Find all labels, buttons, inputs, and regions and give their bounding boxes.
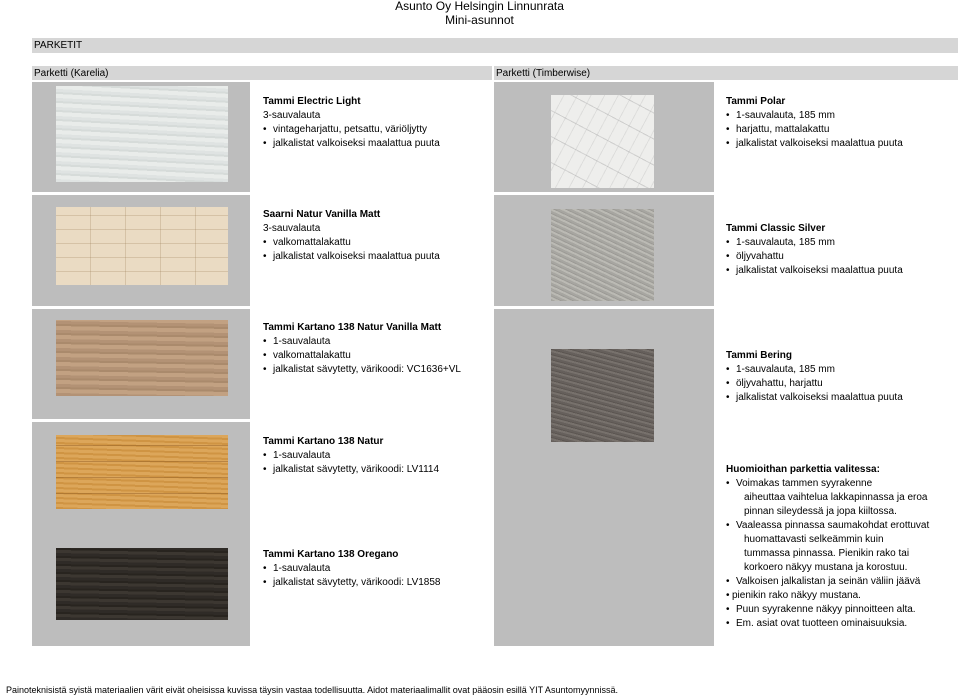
product-tammi-classic-silver (726, 222, 954, 278)
product-saarni-natur-vanilla-matt (263, 208, 488, 264)
product-spec: • jalkalistat valkoiseksi maalattua puuta (726, 391, 954, 405)
product-spec: • jalkalistat sävytetty, värikoodi: LV1114 (263, 463, 488, 477)
note-line: • Em. asiat ovat tuotteen ominaisuuksia. (726, 617, 956, 631)
product-tammi-electric-light (263, 95, 488, 151)
product-name: Tammi Electric Light (263, 96, 361, 107)
product-spec: 3-sauvalauta (263, 223, 321, 234)
product-spec: • valkomattalakattu (263, 236, 488, 250)
swatch-tammi-electric-light (56, 86, 228, 182)
section-title: PARKETIT (34, 40, 83, 51)
product-name: Tammi Kartano 138 Oregano (263, 549, 399, 560)
note-line: • Voimakas tammen syyrakenne (726, 477, 956, 491)
product-name: Tammi Bering (726, 350, 792, 361)
note-line: aiheuttaa vaihtelua lakkapinnassa ja eroa (744, 492, 928, 503)
product-kartano-natur-vanilla-matt (263, 321, 488, 377)
product-spec: • jalkalistat valkoiseksi maalattua puuta (726, 137, 954, 151)
product-spec: • 1-sauvalauta, 185 mm (726, 109, 954, 123)
separator (494, 306, 714, 309)
separator (32, 192, 250, 195)
swatch-tammi-bering (551, 349, 654, 442)
product-spec: • jalkalistat valkoiseksi maalattua puuta (263, 250, 488, 264)
notes-title: Huomioithan parkettia valitessa: (726, 464, 880, 475)
separator (32, 306, 250, 309)
product-spec: • öljyvahattu (726, 250, 954, 264)
section-bar (32, 38, 958, 53)
product-name: Tammi Classic Silver (726, 223, 826, 234)
product-spec: • harjattu, mattalakattu (726, 123, 954, 137)
footer-disclaimer: Painoteknisistä syistä materiaalien värit eivät oheisissa kuvissa täysin vastaa todellisuutta. Aidot materiaalimallit ovat pääosin esillä YIT Asuntomyynnissä. (6, 685, 618, 695)
note-line: pinnan sileydessä ja jopa kiiltossa. (744, 506, 897, 517)
product-name: Tammi Kartano 138 Natur Vanilla Matt (263, 322, 442, 333)
column-header-left (32, 66, 492, 80)
page-subtitle: Mini-asunnot (445, 13, 514, 27)
company-name: Asunto Oy Helsingin Linnunrata (395, 0, 564, 13)
column-title-right: Parketti (Timberwise) (496, 68, 591, 79)
note-line: huomattavasti selkeämmin kuin (744, 534, 884, 545)
product-tammi-bering (726, 349, 954, 405)
note-line: korkoero näkyy mustana ja korostuu. (744, 562, 908, 573)
product-spec: • vintageharjattu, petsattu, väriöljytty (263, 123, 488, 137)
swatch-tammi-classic-silver (551, 209, 654, 301)
note-line: • pienikin rako näkyy mustana. (726, 589, 956, 603)
product-spec: • 1-sauvalauta, 185 mm (726, 236, 954, 250)
column-title-left: Parketti (Karelia) (34, 68, 109, 79)
product-spec: • jalkalistat valkoiseksi maalattua puuta (263, 137, 488, 151)
note-line: • Puun syyrakenne näkyy pinnoitteen alta. (726, 603, 956, 617)
product-spec: 3-sauvalauta (263, 110, 321, 121)
product-name: Tammi Polar (726, 96, 786, 107)
product-spec: • 1-sauvalauta (263, 562, 488, 576)
product-spec: • 1-sauvalauta, 185 mm (726, 363, 954, 377)
note-line: • Valkoisen jalkalistan ja seinän väliin jäävä (726, 575, 956, 589)
separator (494, 192, 714, 195)
swatch-kartano-natur-vanilla-matt (56, 320, 228, 396)
product-spec: • 1-sauvalauta (263, 449, 488, 463)
product-kartano-oregano (263, 548, 488, 590)
swatch-tammi-polar (551, 95, 654, 188)
product-name: Saarni Natur Vanilla Matt (263, 209, 381, 220)
swatch-kartano-oregano (56, 548, 228, 620)
product-spec: • öljyvahattu, harjattu (726, 377, 954, 391)
product-name: Tammi Kartano 138 Natur (263, 436, 384, 447)
note-line: tummassa pinnassa. Pienikin rako tai (744, 548, 910, 559)
product-spec: • 1-sauvalauta (263, 335, 488, 349)
column-header-right (494, 66, 958, 80)
product-spec: • jalkalistat sävytetty, värikoodi: LV1858 (263, 576, 488, 590)
separator (32, 419, 250, 422)
swatch-saarni-natur-vanilla-matt (56, 207, 228, 285)
product-tammi-polar (726, 95, 954, 151)
product-spec: • jalkalistat valkoiseksi maalattua puuta (726, 264, 954, 278)
product-kartano-natur (263, 435, 488, 477)
product-spec: • jalkalistat sävytetty, värikoodi: VC1636+VL (263, 363, 488, 377)
product-spec: • valkomattalakattu (263, 349, 488, 363)
swatch-kartano-natur (56, 435, 228, 509)
flooring-notes (726, 463, 956, 631)
note-line: • Vaaleassa pinnassa saumakohdat erottuvat (726, 519, 956, 533)
